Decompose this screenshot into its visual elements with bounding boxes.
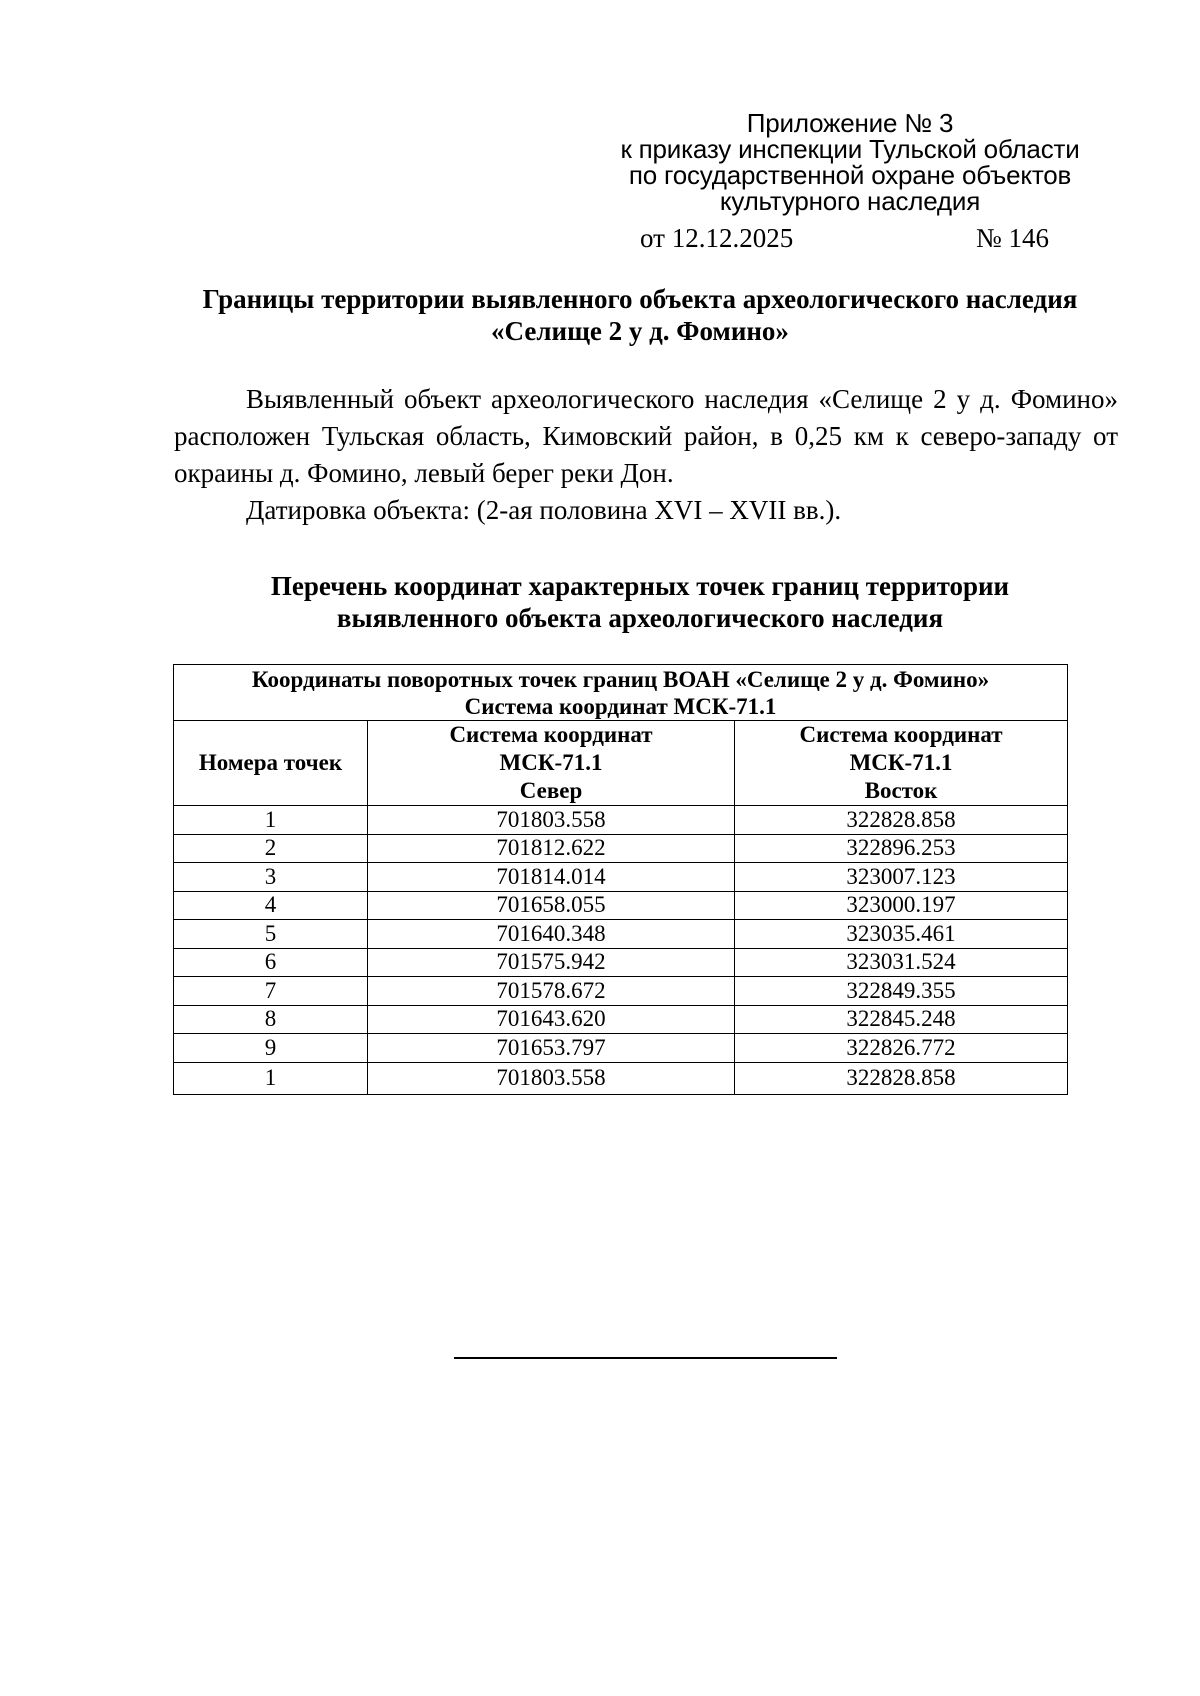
order-number: № 146 (976, 223, 1050, 253)
east-coordinate: 322828.858 (735, 806, 1068, 835)
north-coordinate: 701578.672 (368, 977, 735, 1006)
table-row (174, 806, 1068, 835)
east-coordinate: 322849.355 (735, 977, 1068, 1006)
point-number: 2 (174, 834, 368, 863)
subtitle-line: Перечень координат характерных точек границ территории (270, 571, 1010, 601)
header-label: Север (519, 778, 583, 803)
north-coordinate: 701658.055 (368, 891, 735, 920)
appendix-header (560, 110, 1140, 214)
east-coordinate: 323031.524 (735, 948, 1068, 977)
document-title (150, 283, 1130, 347)
table-row (174, 891, 1068, 920)
east-coordinate: 322896.253 (735, 834, 1068, 863)
header-east (735, 721, 1068, 806)
point-number: 1 (174, 806, 368, 835)
east-coordinate: 322845.248 (735, 1005, 1068, 1034)
north-coordinate: 701575.942 (368, 948, 735, 977)
appendix-line: Приложение № 3 (746, 108, 954, 138)
north-coordinate: 701643.620 (368, 1005, 735, 1034)
point-number: 8 (174, 1005, 368, 1034)
point-number: 4 (174, 891, 368, 920)
table-row (174, 977, 1068, 1006)
east-coordinate: 322828.858 (735, 1062, 1068, 1094)
table-row (174, 920, 1068, 949)
description-text (174, 381, 1118, 529)
east-coordinate: 323007.123 (735, 863, 1068, 892)
appendix-line: по государственной охране объектов (628, 160, 1072, 190)
table-row (174, 1034, 1068, 1063)
north-coordinate: 701814.014 (368, 863, 735, 892)
east-coordinate: 322826.772 (735, 1034, 1068, 1063)
header-label: МСК-71.1 (849, 750, 953, 775)
point-number: 9 (174, 1034, 368, 1063)
order-reference (0, 220, 1200, 256)
table-caption (174, 665, 1068, 721)
north-coordinate: 701803.558 (368, 806, 735, 835)
subtitle-line: выявленного объекта археологического наследия (336, 603, 944, 633)
point-number: 3 (174, 863, 368, 892)
location-paragraph: Выявленный объект археологического наследия «Селище 2 у д. Фомино» расположен Тульская область, Кимовский район, в 0,25 км к северо-западу от окраины д. Фомино, левый берег реки Дон. (174, 384, 1118, 488)
table-row (174, 1005, 1068, 1034)
table-header-row (174, 721, 1068, 806)
header-label: МСК-71.1 (499, 750, 603, 775)
header-label: Система координат (449, 722, 653, 747)
table-caption-row (174, 665, 1068, 721)
point-number: 5 (174, 920, 368, 949)
table-row (174, 863, 1068, 892)
header-point-numbers (174, 721, 368, 806)
header-label: Восток (864, 778, 938, 803)
table-row (174, 948, 1068, 977)
north-coordinate: 701653.797 (368, 1034, 735, 1063)
dating-paragraph: Датировка объекта: (2-ая половина XVI – XVII вв.). (246, 495, 842, 525)
coordinates-table (173, 664, 1068, 1095)
north-coordinate: 701803.558 (368, 1062, 735, 1094)
order-date: от 12.12.2025 (640, 223, 794, 253)
appendix-line: культурного наследия (719, 186, 981, 216)
header-label: Система координат (799, 722, 1003, 747)
appendix-line: к приказу инспекции Тульской области (620, 134, 1080, 164)
caption-line: Координаты поворотных точек границ ВОАН «Селище 2 у д. Фомино» (251, 666, 990, 692)
north-coordinate: 701812.622 (368, 834, 735, 863)
table-row (174, 1062, 1068, 1094)
north-coordinate: 701640.348 (368, 920, 735, 949)
header-north (368, 721, 735, 806)
point-number: 7 (174, 977, 368, 1006)
east-coordinate: 323000.197 (735, 891, 1068, 920)
caption-line: Система координат МСК-71.1 (464, 693, 777, 719)
east-coordinate: 323035.461 (735, 920, 1068, 949)
coordinates-list-title (150, 570, 1130, 634)
table-row (174, 834, 1068, 863)
title-line: Границы территории выявленного объекта археологического наследия (202, 284, 1078, 314)
header-label: Номера точек (198, 750, 343, 775)
title-line: «Селище 2 у д. Фомино» (491, 316, 789, 346)
end-separator-line (454, 1357, 837, 1359)
point-number: 1 (174, 1062, 368, 1094)
point-number: 6 (174, 948, 368, 977)
